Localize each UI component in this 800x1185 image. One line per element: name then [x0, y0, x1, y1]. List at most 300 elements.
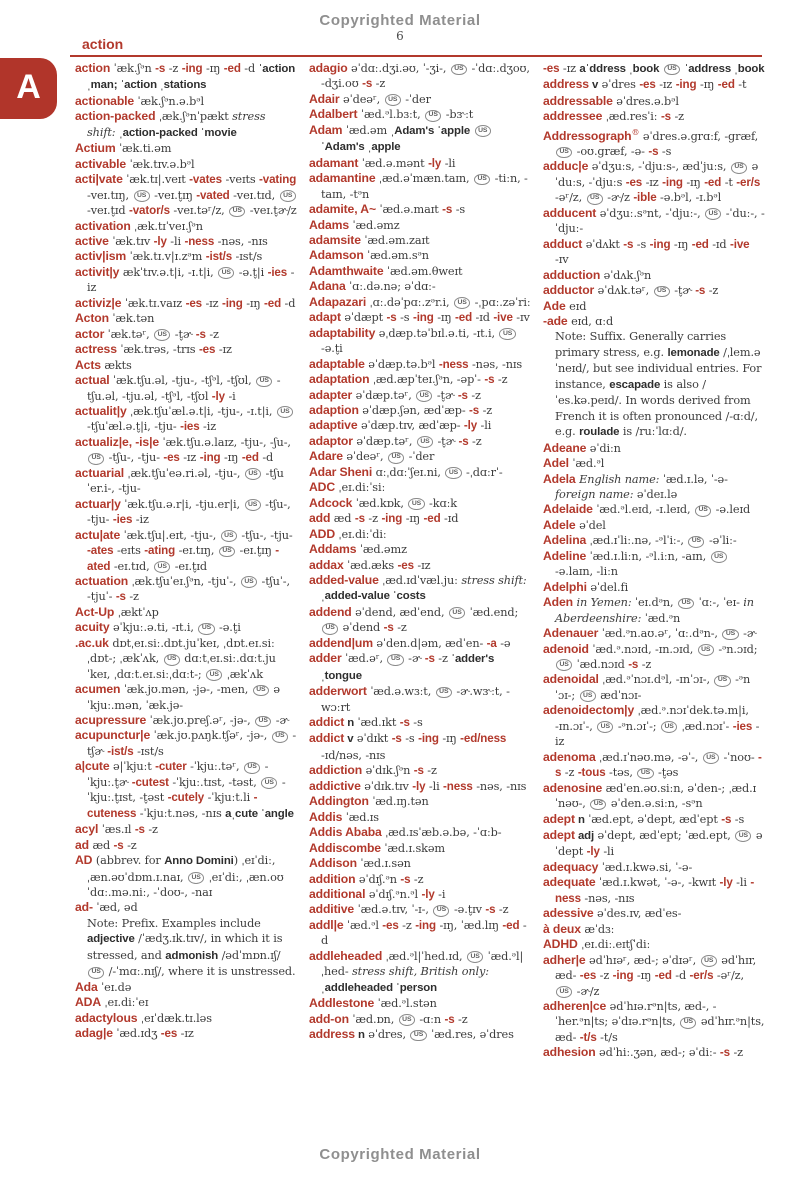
- pronunciation: -veɪ.t̬ɚ/z: [246, 204, 297, 218]
- headword: ADD: [309, 526, 336, 541]
- pronunciation: -z: [561, 766, 578, 780]
- pronunciation: -z: [423, 764, 437, 778]
- dictionary-entry: [309, 887, 531, 902]
- dictionary-entry: [543, 922, 765, 937]
- pronunciation: /ədˈmɒn.ɪʃ/: [218, 948, 281, 962]
- dictionary-entry: [309, 449, 531, 464]
- pronunciation: ædˈen.əʊ.siːn, əˈden-; ˌæd.ɪˈnəʊ-,: [555, 781, 757, 811]
- pronunciation: -təs,: [605, 766, 637, 780]
- guide-word: action: [82, 36, 124, 52]
- pronunciation: ˈæd.ə.wɜːt,: [366, 685, 435, 699]
- us-pronunciation-icon: US: [654, 286, 670, 298]
- pronunciation: -tʃuˈ-, -tjuˈ-: [87, 574, 290, 604]
- headword: adhesion: [543, 1045, 596, 1060]
- pronunciation: -t/s: [596, 1030, 618, 1044]
- pronunciation: -ɚ/z: [573, 984, 600, 998]
- pronunciation: -z: [398, 918, 416, 932]
- bold-phrase: ˈaction ˌman; ˈaction ˌstations: [87, 63, 296, 92]
- pronunciation: ˈæd.ᵊl.eɪd, -ɪ.leɪd,: [592, 503, 694, 517]
- dictionary-entry: [309, 372, 531, 387]
- inflection-suffix: -es: [185, 296, 202, 310]
- pronunciation: ˈæd.əm.sᵊn: [363, 249, 429, 263]
- pronunciation: -z: [479, 403, 493, 417]
- headword: adapt: [309, 310, 341, 325]
- dictionary-entry: [75, 141, 297, 156]
- inflection-suffix: -ly: [153, 234, 167, 248]
- pronunciation: /ˌlem.əˈneɪd/, but see individual entries. For instance,: [555, 345, 762, 391]
- thumb-index-tab-a: [0, 58, 57, 119]
- pronunciation: ˌæk.tʃuˈeə.ri.əl, -tju-,: [124, 466, 244, 480]
- dictionary-entry: [543, 159, 765, 205]
- pronunciation: ˌɑː.dəˈpɑː.zᵊr.i,: [366, 295, 453, 309]
- bold-phrase: v: [588, 79, 599, 92]
- dictionary-entry: [75, 1026, 297, 1041]
- pronunciation: ˈæd.əm.zaɪt: [360, 233, 430, 247]
- headword: addend: [309, 604, 352, 619]
- dictionary-entry: [309, 171, 531, 202]
- dictionary-entry: [543, 595, 765, 626]
- dictionary-entry: [543, 94, 765, 109]
- pronunciation: ˌæd.ɪˈliː.nə, -ᵊlˈiː-,: [586, 534, 688, 548]
- us-pronunciation-icon: US: [425, 110, 441, 122]
- inflection-suffix: -ness: [555, 876, 755, 905]
- column-2: [309, 61, 531, 1143]
- pronunciation: əˈdend, ædˈend,: [351, 605, 448, 619]
- inflection-suffix: -ness: [184, 234, 215, 248]
- pronunciation: ˈæk.tɪv: [108, 234, 154, 248]
- pronunciation: -d: [671, 969, 690, 983]
- inflection-suffix: -ly: [421, 888, 435, 902]
- pronunciation: -ˈkjuːt.nəs, -nɪs: [136, 806, 226, 820]
- bold-phrase: n: [574, 813, 585, 826]
- pronunciation: əˈdept: [555, 828, 763, 859]
- us-pronunciation-icon: US: [218, 267, 234, 279]
- pronunciation: -ɪŋ, ˈæd.lɪŋ: [435, 918, 503, 932]
- dictionary-entry: [543, 875, 765, 906]
- dictionary-entry: [75, 296, 297, 311]
- pronunciation: -ˈkjuː.t̬ɪst, -t̬əst: [87, 775, 286, 805]
- dictionary-entry: [309, 233, 531, 248]
- pronunciation: is /ruːˈlɑːd/.: [619, 425, 687, 439]
- pronunciation: -ə.leɪd: [712, 503, 751, 517]
- headword: adher|e: [543, 952, 586, 967]
- inflection-suffix: -es: [163, 451, 180, 465]
- inflection-suffix: -ed/ness: [460, 732, 507, 746]
- inflection-suffix: -s: [457, 388, 468, 402]
- pronunciation: -ˈkjuː.tɪst, -təst,: [168, 775, 261, 789]
- pronunciation: ˌæk.ʃᵊnˈpækt: [155, 110, 233, 124]
- pronunciation: -ɪŋ: [696, 78, 718, 92]
- us-pronunciation-icon: US: [408, 498, 424, 510]
- dictionary-entry: [543, 626, 765, 641]
- dictionary-entry: [309, 527, 531, 542]
- pronunciation: -iz: [199, 420, 217, 434]
- pronunciation: -ᵊnˈɔɪ-;: [555, 673, 751, 702]
- pronunciation: -ɪd: [708, 237, 731, 251]
- pronunciation: əˈdæp.ʃən, ædˈæp-: [358, 403, 470, 417]
- page-number: 6: [396, 29, 404, 43]
- dictionary-entry: [543, 828, 765, 860]
- pronunciation: -əˈliː-: [705, 534, 737, 548]
- pronunciation: ˈæd.ɪ.kwət, ˈ-ə-, -kwɪt: [595, 876, 720, 890]
- bold-phrase: adjective: [87, 933, 135, 946]
- pronunciation: əˈdeɪ.lə: [636, 488, 678, 501]
- pronunciation: ˈæk.ti.əm: [115, 142, 172, 156]
- dictionary-entry: [75, 466, 297, 497]
- headword: actu|ate: [75, 527, 121, 542]
- pronunciation: -ˈnoʊ-: [719, 750, 759, 764]
- pronunciation: -iz: [555, 719, 760, 749]
- headword: Addressograph: [543, 128, 632, 143]
- us-pronunciation-icon: US: [701, 955, 717, 967]
- dictionary-entry: [543, 283, 765, 298]
- inflection-suffix: -s: [391, 732, 402, 746]
- pronunciation: -z: [205, 327, 219, 341]
- pronunciation: əˈdres.ə.bᵊl: [612, 94, 679, 108]
- us-pronunciation-icon: US: [661, 721, 677, 733]
- inflection-suffix: -er/s: [689, 969, 714, 983]
- pronunciation: -d: [281, 296, 296, 310]
- headword: Adam: [309, 122, 343, 137]
- headword: Adare: [309, 449, 343, 464]
- pronunciation: ədˈhɪr.ᵊn|ts, æd-: [555, 1015, 765, 1044]
- inflection-suffix: -es: [382, 918, 399, 932]
- pronunciation: -ɚ/z: [603, 191, 634, 205]
- pronunciation: -ə.t̬ɪv: [450, 903, 486, 917]
- dictionary-entry: [75, 109, 297, 141]
- inflection-suffix: -s: [623, 237, 634, 251]
- headword: adder: [309, 651, 342, 666]
- pronunciation: əˈdɪk.ʃᵊn: [362, 764, 414, 778]
- pronunciation: ˈæk.tʃu.ə.laɪz, -tju-, -ʃu-,: [159, 435, 291, 449]
- pronunciation: -əʳ/z,: [713, 969, 744, 983]
- dictionary-entry: [543, 672, 765, 703]
- pronunciation: /ˈædʒ.ɪk.tɪv/, in which it is stressed, and: [87, 932, 283, 962]
- headword: activation: [75, 218, 131, 233]
- headword: Adalbert: [309, 107, 358, 122]
- us-pronunciation-icon: US: [449, 607, 465, 619]
- dictionary-entry: [75, 605, 297, 620]
- headword: adenoma: [543, 749, 596, 764]
- inflection-suffix: -es: [625, 175, 643, 189]
- pronunciation: -tʃu.əl, -tju.əl, -tʃᵊl, -tʃʊl: [87, 374, 281, 403]
- pronunciation: əˈdæp.təʳ,: [352, 388, 416, 402]
- headword: adaptability: [309, 325, 376, 340]
- pronunciation: ˈæk.jʊ.mən, -jə-, -men,: [120, 683, 252, 697]
- headword: active: [75, 233, 109, 248]
- pronunciation: əˈdend: [339, 621, 384, 635]
- inflection-suffix: -s: [442, 203, 453, 217]
- us-pronunciation-icon: US: [410, 1030, 426, 1042]
- inflection-suffix: -s: [648, 145, 659, 159]
- headword: Adeane: [543, 440, 587, 455]
- pronunciation: -veɪ.təʳ/z,: [169, 204, 229, 218]
- pronunciation: -i: [434, 888, 446, 902]
- inflection-suffix: -s: [413, 764, 424, 778]
- inflection-suffix: -ing: [199, 451, 221, 465]
- pronunciation: dɑːtˌeɪ.siː.dɑːt.juˈkeɪ, ˌdɑːt.eɪ.siːˌdɑːt-;: [87, 652, 276, 681]
- inflection-suffix: -s: [383, 621, 394, 635]
- pronunciation: ˈæd.əʳ,: [341, 652, 387, 666]
- inflection-suffix: -vating: [259, 173, 297, 187]
- headword: adenoidal: [543, 672, 599, 687]
- headword: adessive: [543, 906, 594, 921]
- us-pronunciation-icon: US: [735, 830, 751, 842]
- us-pronunciation-icon: US: [88, 967, 104, 979]
- dictionary-entry: [309, 636, 531, 651]
- pronunciation: -tʃuˈæl.ə.t̬|i, -tju-: [87, 420, 181, 434]
- dictionary-entry: [309, 496, 531, 511]
- bold-phrase: lemonade: [667, 346, 720, 359]
- dictionary-entry: [309, 92, 531, 107]
- pronunciation: ˈæd, əd: [92, 901, 138, 915]
- column-1: [75, 61, 297, 1143]
- pronunciation: ˌæd.ɪdˈvæl.juː: [378, 573, 462, 587]
- inflection-suffix: -ated: [87, 544, 280, 573]
- dictionary-entry: [309, 902, 531, 917]
- headword: adactylous: [75, 1010, 138, 1025]
- headword: adducent: [543, 205, 597, 220]
- dictionary-entry: [75, 1011, 297, 1026]
- dictionary-entry: [75, 574, 297, 605]
- headword: Adele: [543, 517, 576, 532]
- header-rule: [70, 55, 762, 57]
- inflection-suffix: -s: [354, 512, 365, 526]
- pronunciation: -ɚ: [404, 652, 425, 666]
- dictionary-entry: [75, 853, 297, 900]
- pronunciation: əˈdeəʳ,: [342, 450, 387, 464]
- us-pronunciation-icon: US: [417, 436, 433, 448]
- headword: adapter: [309, 387, 353, 402]
- inflection-suffix: -vator/s: [128, 204, 170, 218]
- inflection-suffix: -cutest: [131, 775, 169, 789]
- dictionary-entry: [309, 731, 531, 763]
- us-pronunciation-icon: US: [703, 752, 719, 764]
- dictionary-entry: [75, 636, 297, 682]
- pronunciation: -ɪd: [440, 512, 459, 526]
- inflection-suffix: -cuter: [155, 760, 187, 774]
- inflection-suffix: -er/s: [736, 175, 761, 189]
- dictionary-entry: [75, 342, 297, 357]
- pronunciation: ɑːˌdɑːˈʃeɪ.ni,: [372, 465, 445, 479]
- dictionary-entry: [75, 249, 297, 264]
- pronunciation: ˈæd.ᵊl.stən: [374, 997, 437, 1011]
- inflection-suffix: -ible: [633, 191, 657, 205]
- headword: additive: [309, 902, 355, 917]
- pronunciation: ˌæd.ɪsˈæb.ə.bə, -ˈɑːb-: [381, 826, 502, 840]
- pronunciation: ˌeɪ.diːˈdiː: [335, 527, 387, 541]
- pronunciation: -ɪd: [472, 311, 494, 325]
- dictionary-entry: [543, 642, 765, 673]
- headword: actuarial: [75, 465, 125, 480]
- pronunciation: ˌeɪ.diːˈeɪ: [101, 996, 149, 1010]
- pronunciation: -ə: [496, 636, 511, 650]
- headword: actualit|y: [75, 403, 127, 418]
- pronunciation: -ˈder: [401, 92, 431, 106]
- pronunciation: əˈdʌk.təʳ,: [594, 284, 653, 298]
- pronunciation: Note: Suffix. Generally carries primary stress, e.g.: [555, 330, 727, 359]
- dictionary-entry: [309, 418, 531, 433]
- dictionary-entry: [75, 311, 297, 326]
- headword: address: [309, 1027, 355, 1042]
- inflection-suffix: -s: [195, 327, 206, 341]
- pronunciation: əˈdɪʃ.ᵊn: [355, 872, 401, 886]
- pronunciation: -iz: [132, 513, 149, 527]
- pronunciation: -ɚ: [272, 714, 289, 728]
- us-pronunciation-icon: US: [134, 190, 150, 202]
- headword: a|cute: [75, 759, 110, 774]
- us-pronunciation-icon: US: [731, 162, 747, 174]
- pronunciation: ˈæd.ᵊn: [644, 611, 681, 625]
- us-pronunciation-icon: US: [587, 193, 603, 205]
- dictionary-entry: [309, 996, 531, 1011]
- pronunciation: -eɪ.tɪŋ,: [175, 544, 218, 558]
- usage-note: [75, 916, 297, 980]
- headword: AD: [75, 853, 93, 868]
- headword: addressee: [543, 109, 603, 124]
- pronunciation: -z: [468, 434, 482, 448]
- pronunciation: əˈdæp.tɪv, ædˈæp-: [357, 419, 464, 433]
- dictionary-entry: [309, 1012, 531, 1027]
- pronunciation: ˈæd.ə.tɪv, ˈ-ɪ-,: [354, 903, 433, 917]
- pronunciation: əˈdæp.tə.bᵊl: [364, 357, 439, 371]
- pronunciation: -t̬ɚ: [434, 434, 459, 448]
- pronunciation: -veɪ.t̬ɪd: [87, 204, 129, 218]
- dictionary-entry: [309, 542, 531, 557]
- pronunciation: -s: [409, 716, 423, 730]
- pronunciation: -oʊ.græf, -ə-: [573, 145, 649, 159]
- headword: actress: [75, 342, 117, 357]
- pronunciation: -eɪ.tɪd,: [110, 559, 154, 573]
- pronunciation: əˈdʌkt: [582, 237, 624, 251]
- pronunciation: ˈæd.ɪ.lə, ˈ-ə-: [662, 472, 728, 486]
- dictionary-entry: [309, 763, 531, 778]
- pronunciation: ˈæk.tʃu.əl, -tju-, -tʃᵊl, -tʃʊl,: [109, 374, 256, 388]
- inflection-suffix: -es: [543, 62, 560, 75]
- italic-label: in Aberdeenshire:: [555, 596, 754, 625]
- pronunciation: ˌæd.resˈiː: [602, 110, 661, 124]
- inflection-suffix: -s: [386, 311, 397, 325]
- dictionary-entry: [309, 949, 531, 996]
- pronunciation: ˈæd.ɒn,: [348, 1012, 398, 1026]
- dictionary-entry: [75, 822, 297, 837]
- bold-phrase: ˌaction-packed ˈmovie: [118, 126, 237, 139]
- headword: actionable: [75, 93, 135, 108]
- us-pronunciation-icon: US: [219, 546, 235, 558]
- dictionary-entry: [309, 918, 531, 949]
- us-pronunciation-icon: US: [454, 297, 470, 309]
- inflection-suffix: -es: [160, 1027, 178, 1041]
- pronunciation: -t: [734, 78, 747, 92]
- pronunciation: dɒtˌeɪ.siː.dɒt.juˈkeɪ, ˌdɒt.eɪ.siːˌdɒt-; ˌækˈʌk,: [87, 636, 275, 666]
- pronunciation: -ˈdɑː.dʒoʊ, -dʒi.oʊ: [321, 62, 530, 91]
- pronunciation: -tʃu-, -tju-: [87, 497, 291, 527]
- headword: activit|y: [75, 264, 120, 279]
- us-pronunciation-icon: US: [678, 598, 694, 610]
- us-pronunciation-icon: US: [244, 762, 260, 774]
- bold-phrase: aˌcute ˈangle: [225, 807, 294, 820]
- copyright-watermark-bottom: Copyrighted Material: [319, 1146, 481, 1163]
- us-pronunciation-icon: US: [229, 206, 245, 218]
- pronunciation: -ɪv: [512, 311, 530, 325]
- pronunciation: -tʃuˈer.i-, -tju-: [87, 466, 284, 496]
- dictionary-entry: [75, 682, 297, 713]
- headword: Adeline: [543, 548, 587, 563]
- inflection-suffix: -ing: [649, 237, 671, 251]
- inflection-suffix: -ing: [612, 969, 634, 983]
- pronunciation: əˈdel: [575, 518, 606, 532]
- headword: ADA: [75, 995, 102, 1010]
- pronunciation: ˈæd.ᵊl|ˌhed-: [321, 949, 524, 979]
- headword: add: [309, 511, 331, 526]
- pronunciation: ˈæd.ᵊl.bɜːt,: [357, 108, 425, 122]
- us-pronunciation-icon: US: [206, 669, 222, 681]
- inflection-suffix: -ing: [221, 296, 243, 310]
- pronunciation: ədˈhɪəʳ, æd-; əˈdɪəʳ,: [585, 953, 700, 967]
- us-pronunciation-icon: US: [688, 536, 704, 548]
- headword: adamant: [309, 155, 359, 170]
- pronunciation: -ˈkjuː.təʳ,: [186, 760, 243, 774]
- dictionary-entry: [543, 472, 765, 503]
- dictionary-entry: [75, 995, 297, 1010]
- dictionary-entry: [309, 511, 531, 526]
- pronunciation: -z: [596, 969, 613, 983]
- inflection-suffix: -ly: [586, 845, 600, 859]
- pronunciation: -ə.t̬|i: [235, 265, 268, 279]
- pronunciation: ˈæd.ə.mənt: [358, 156, 429, 170]
- us-pronunciation-icon: US: [322, 623, 338, 635]
- headword: activ|ism: [75, 249, 127, 264]
- inflection-suffix: -tous: [577, 766, 606, 780]
- headword: à deux: [543, 921, 581, 936]
- pronunciation: -ɪz: [655, 78, 676, 92]
- pronunciation: -d: [240, 62, 259, 75]
- headword: Adelaide: [543, 502, 593, 517]
- pronunciation: -z: [638, 657, 652, 671]
- pronunciation: əˈdæp.təʳ,: [352, 434, 416, 448]
- pronunciation: -ɪz: [642, 175, 663, 189]
- pronunciation: -s: [452, 203, 466, 217]
- pronunciation: -veɪ.t̬ɪŋ: [150, 188, 197, 202]
- headword: acupressure: [75, 713, 147, 728]
- pronunciation: -eɪ.t̬ɪd: [171, 559, 207, 573]
- pronunciation: ˈæd.æks: [343, 558, 398, 572]
- inflection-suffix: -ies: [180, 420, 200, 434]
- pronunciation: ˌæk.tɪˈveɪ.ʃᵊn: [130, 219, 203, 233]
- pronunciation: ˌæd.ᵊˈnɔɪ.dᵊl, -ɪnˈɔɪ-,: [598, 673, 714, 687]
- pronunciation: -ɪz: [215, 343, 232, 357]
- pronunciation: -z: [454, 1012, 468, 1026]
- us-pronunciation-icon: US: [451, 64, 467, 76]
- us-pronunciation-icon: US: [664, 64, 680, 76]
- pronunciation: -li: [166, 234, 185, 248]
- headword: Ada: [75, 979, 98, 994]
- pronunciation: əˈdʒuːs, -ˈdjuːs-, ædˈjuːs,: [588, 160, 730, 174]
- dictionary-entry: [75, 219, 297, 234]
- inflection-suffix: -s: [134, 823, 145, 837]
- us-pronunciation-icon: US: [556, 986, 572, 998]
- pronunciation: əˈdeəʳ,: [339, 92, 384, 106]
- bold-phrase: ˌaddleheaded ˈperson: [321, 981, 437, 994]
- bold-phrase: admonish: [165, 949, 219, 962]
- headword: additional: [309, 887, 366, 902]
- dictionary-entry: [543, 237, 765, 268]
- headword: Adapazari: [309, 294, 367, 309]
- headword: adaptable: [309, 356, 365, 371]
- copyright-watermark-top: Copyrighted Material: [319, 12, 481, 29]
- pronunciation: æˈdɜː: [580, 922, 615, 936]
- dictionary-entry: [543, 812, 765, 828]
